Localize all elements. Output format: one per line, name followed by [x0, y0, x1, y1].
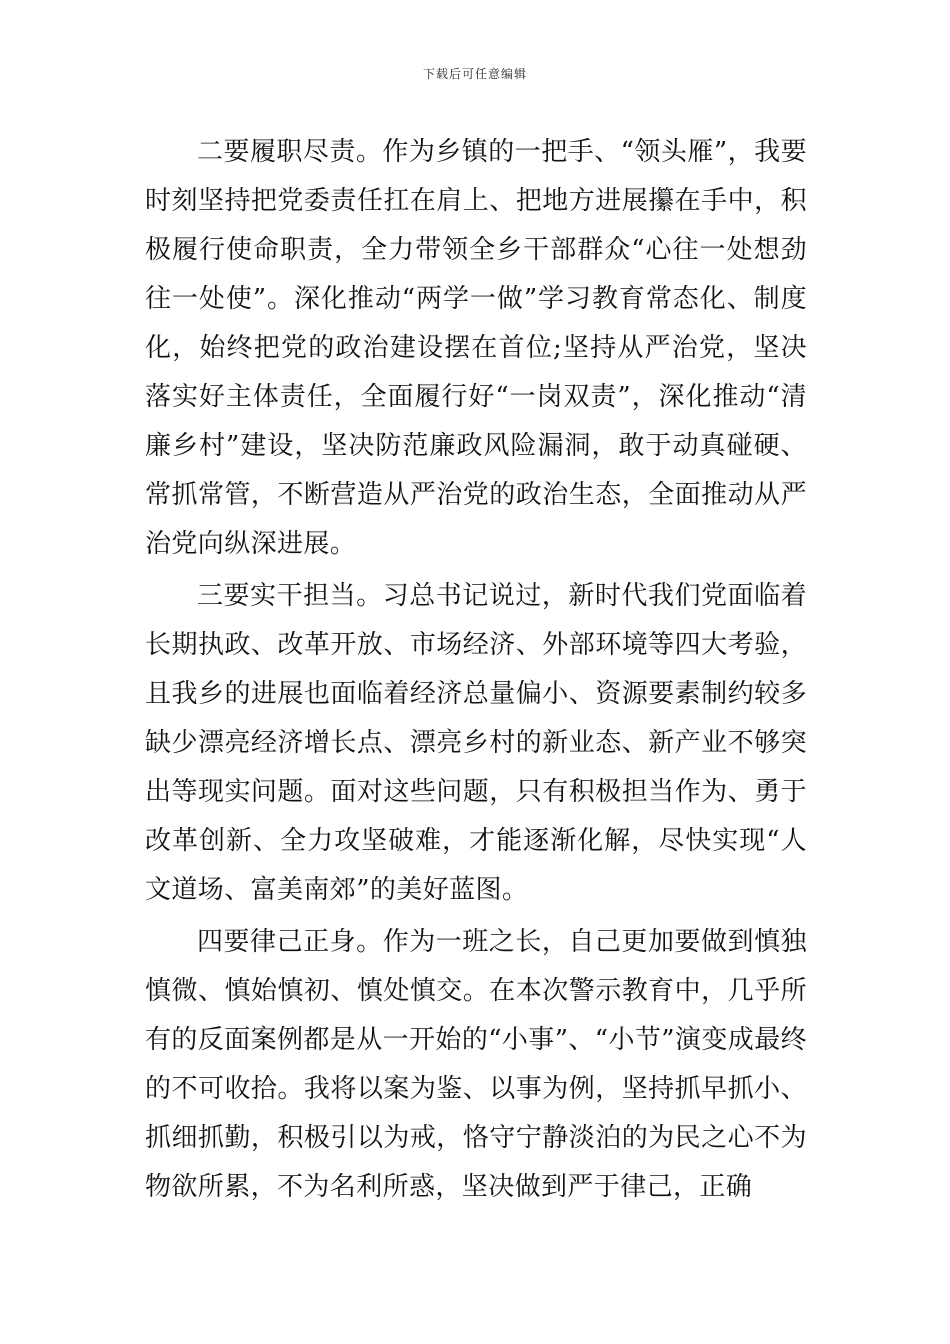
- header-note: 下载后可任意编辑: [422, 67, 527, 81]
- paragraph-duties: 二要履职尽责。作为乡镇的一把手、“领头雁”，我要时刻坚持把党委责任扛在肩上、把地方进展攥在手中，积极履行使命职责，全力带领全乡干部群众“心往一处想劲往一处使”。深化推动“两学一做”学习教育常态化、制度化，始终把党的政治建设摆在首位;坚持从严治党，坚决落实好主体责任，全面履行好“一岗双责”，深化推动“清廉乡村”建设，坚决防范廉政风险漏洞，敢于动真碰硬、常抓常管，不断营造从严治党的政治生态，全面推动从严治党向纵深进展。: [145, 137, 807, 559]
- document-body: [145, 128, 807, 1215]
- paragraph-responsibility: 三要实干担当。习总书记说过，新时代我们党面临着长期执政、改革开放、市场经济、外部环境等四大考验，且我乡的进展也面临着经济总量偏小、资源要素制约较多缺少漂亮经济增长点、漂亮乡村的新业态、新产业不够突出等现实问题。面对这些问题，只有积极担当作为、勇于改革创新、全力攻坚破难，才能逐渐化解，尽快实现“人文道场、富美南郊”的美好蓝图。: [145, 581, 807, 905]
- paragraph-self-discipline: 四要律己正身。作为一班之长，自己更加要做到慎独慎微、慎始慎初、慎处慎交。在本次警示教育中，几乎所有的反面案例都是从一开始的“小事”、“小节”演变成最终的不可收拾。我将以案为鉴、以事为例，坚持抓早抓小、抓细抓勤，积极引以为戒，恪守宁静淡泊的为民之心不为物欲所累，不为名利所惑，坚决做到严于律己，正确: [145, 927, 807, 1202]
